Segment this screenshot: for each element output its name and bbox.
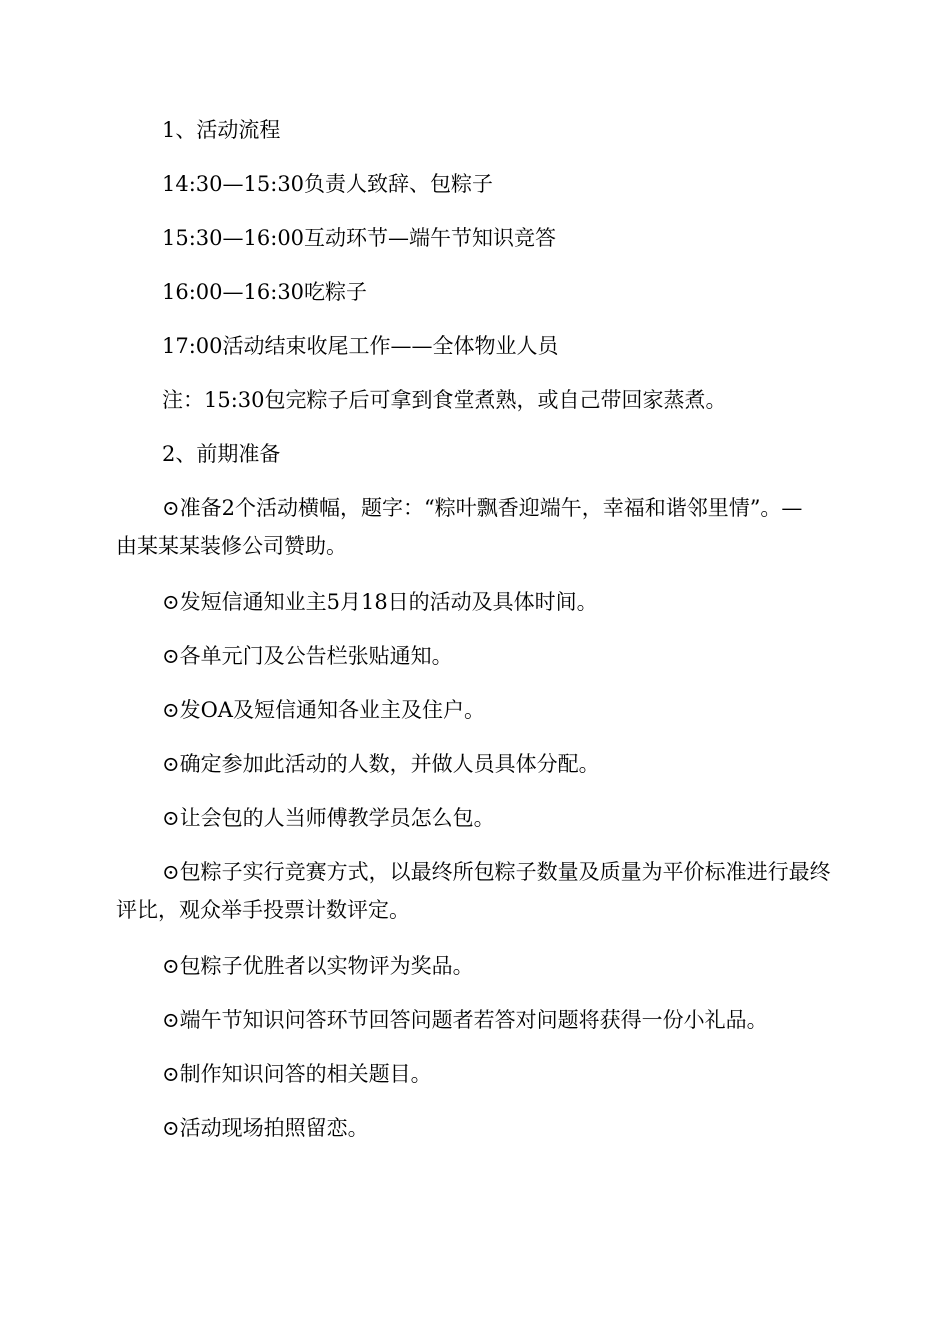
schedule-item: 17:00活动结束收尾工作——全体物业人员 [162, 334, 559, 358]
preparation-item: ⊙让会包的人当师傅教学员怎么包。 [162, 806, 495, 830]
section-heading-activity-flow: 1、活动流程 [162, 118, 281, 142]
schedule-note: 注：15:30包完粽子后可拿到食堂煮熟，或自己带回家蒸煮。 [162, 388, 727, 412]
schedule-item: 16:00—16:30吃粽子 [162, 280, 368, 304]
preparation-item: ⊙准备2个活动横幅，题字：“粽叶飘香迎端午，幸福和谐邻里情”。—由某某某装修公司赞助。 [116, 496, 803, 558]
preparation-item: ⊙活动现场拍照留恋。 [162, 1116, 369, 1140]
schedule-item: 15:30—16:00互动环节—端午节知识竞答 [162, 226, 557, 250]
preparation-item: ⊙包粽子实行竞赛方式，以最终所包粽子数量及质量为平价标准进行最终评比，观众举手投票计数评定。 [116, 860, 831, 922]
preparation-item: ⊙端午节知识问答环节回答问题者若答对问题将获得一份小礼品。 [162, 1008, 768, 1032]
preparation-item: ⊙包粽子优胜者以实物评为奖品。 [162, 954, 474, 978]
preparation-item: ⊙各单元门及公告栏张贴通知。 [162, 644, 453, 668]
section-heading-preparation: 2、前期准备 [162, 442, 281, 466]
preparation-item: ⊙确定参加此活动的人数，并做人员具体分配。 [162, 752, 600, 776]
schedule-item: 14:30—15:30负责人致辞、包粽子 [162, 172, 494, 196]
preparation-item: ⊙发短信通知业主5月18日的活动及具体时间。 [162, 590, 598, 614]
preparation-item: ⊙发OA及短信通知各业主及住户。 [162, 698, 485, 722]
preparation-item: ⊙制作知识问答的相关题目。 [162, 1062, 432, 1086]
